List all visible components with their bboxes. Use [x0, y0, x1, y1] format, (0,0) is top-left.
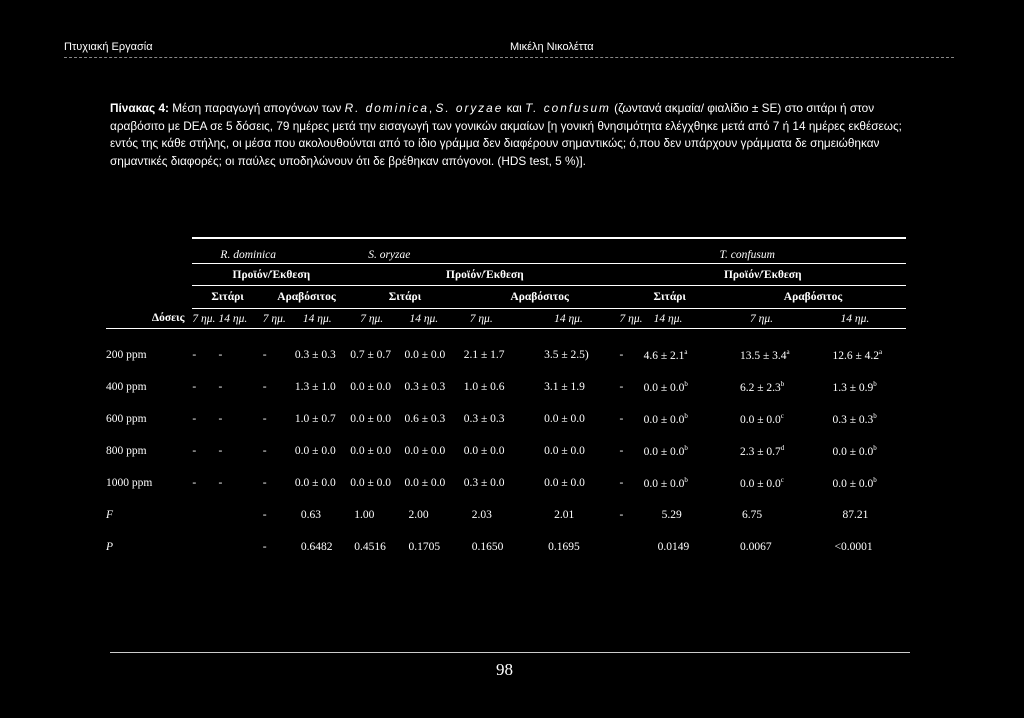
dose-header: Δόσεις [151, 312, 185, 325]
value-cell: 2.3 ± 0.7 [739, 445, 781, 458]
stat-cell: - [262, 541, 267, 553]
caption-and: και [503, 101, 526, 115]
value-cell: 0.0 ± 0.0 [404, 445, 446, 457]
value-cell: 3.5 ± 2.5) [544, 349, 589, 361]
dose-row-800 [106, 435, 906, 467]
significance-letter: d [780, 444, 785, 453]
value-cell-wrap [820, 339, 906, 371]
value-cell: 0.0 ± 0.0 [739, 413, 781, 426]
value-cell: 12.6 ± 4.2 [832, 349, 880, 362]
footer-rule [110, 652, 910, 653]
stat-cell: 5.29 [661, 509, 682, 521]
value-cell: 0.6 ± 0.3 [404, 413, 446, 425]
day-header: 14 ημ. [653, 312, 683, 325]
value-cell: - [262, 477, 267, 489]
value-cell: 3.1 ± 1.9 [544, 381, 585, 393]
day-header: 14 ημ. [218, 312, 248, 325]
day-header: 14 ημ. [840, 312, 870, 325]
stat-cell: 6.75 [741, 509, 763, 521]
significance-letter: c [780, 476, 784, 485]
dose-label: 600 ppm [106, 413, 147, 425]
caption-prefix: Πίνακας 4: [110, 101, 169, 115]
running-header [0, 41, 1024, 61]
value-cell: 0.0 ± 0.0 [832, 445, 874, 458]
product-header: Σιτάρι [653, 291, 686, 303]
day-header: 7 ημ. [360, 312, 384, 325]
value-cell: 0.0 ± 0.0 [544, 477, 585, 489]
group-header: Προϊόν/Έκθεση [723, 268, 802, 281]
value-cell-wrap [720, 371, 821, 403]
significance-letter: b [684, 412, 688, 421]
stat-cell: 0.4516 [354, 541, 386, 553]
header-rule [64, 57, 954, 58]
dose-row-600 [106, 403, 906, 435]
stat-row-f [106, 499, 906, 531]
significance-letter: b [684, 444, 688, 453]
stat-cell: 87.21 [842, 509, 869, 521]
value-cell: 1.0 ± 0.6 [463, 381, 505, 393]
value-cell-wrap [644, 435, 720, 467]
value-cell: 0.0 ± 0.0 [350, 381, 391, 393]
value-cell-wrap [644, 467, 720, 499]
header-center: Μικέλη Νικολέττα [510, 41, 594, 53]
value-cell: - [262, 445, 267, 457]
stat-cell: - [262, 509, 267, 521]
significance-letter: b [873, 444, 877, 453]
day-header: 7 ημ. [469, 312, 493, 325]
stat-cell: 2.00 [408, 509, 429, 521]
value-cell: 0.0 ± 0.0 [294, 477, 336, 489]
significance-letter: b [684, 476, 688, 485]
value-cell: 0.3 ± 0.0 [463, 477, 505, 489]
value-cell: 4.6 ± 2.1 [643, 349, 685, 362]
value-cell: - [192, 445, 197, 457]
product-header: Αραβόσιτος [510, 291, 569, 303]
progeny-table [106, 237, 906, 563]
dose-row-1000 [106, 467, 906, 499]
value-cell: 6.2 ± 2.3 [739, 381, 781, 394]
caption-sep: , [428, 101, 436, 115]
value-cell: 0.0 ± 0.0 [294, 445, 336, 457]
value-cell: 1.0 ± 0.7 [294, 413, 336, 425]
value-cell-wrap [644, 403, 720, 435]
value-cell: 0.3 ± 0.3 [404, 381, 446, 393]
species-row [106, 247, 906, 264]
significance-letter: a [879, 348, 883, 357]
day-header: 14 ημ. [409, 312, 439, 325]
stat-cell: 0.1650 [471, 541, 504, 553]
stat-cell: <0.0001 [834, 541, 873, 553]
value-cell: 0.0 ± 0.0 [404, 349, 446, 361]
significance-letter: b [684, 380, 688, 389]
day-header: 7 ημ. [192, 312, 216, 325]
dose-row-200 [106, 339, 906, 371]
value-cell-wrap [644, 339, 720, 371]
value-cell-wrap [820, 435, 906, 467]
value-cell: - [262, 413, 267, 425]
day-header: 7 ημ. [619, 312, 643, 325]
days-row [106, 309, 906, 329]
stat-label: P [106, 541, 114, 553]
product-row [106, 286, 906, 309]
page-number: 98 [496, 660, 513, 679]
value-cell: - [619, 477, 624, 489]
value-cell: 0.0 ± 0.0 [643, 381, 685, 394]
stat-label: F [106, 509, 114, 521]
significance-letter: b [873, 380, 877, 389]
product-header: Σιτάρι [211, 291, 244, 303]
stat-cell: 0.63 [300, 509, 322, 521]
species-header-s-oryzae: S. oryzae [368, 249, 411, 261]
value-cell: - [218, 477, 223, 489]
value-cell: 0.0 ± 0.0 [643, 413, 685, 426]
day-header: 7 ημ. [749, 312, 773, 325]
stat-cell: 0.1705 [408, 541, 441, 553]
value-cell: 0.0 ± 0.0 [544, 445, 585, 457]
value-cell: 0.0 ± 0.0 [544, 413, 585, 425]
value-cell: - [218, 413, 223, 425]
value-cell: 0.3 ± 0.3 [463, 413, 505, 425]
stat-cell [192, 531, 218, 563]
significance-letter: a [684, 348, 688, 357]
table-caption [110, 100, 910, 170]
value-cell: 0.0 ± 0.0 [350, 477, 391, 489]
product-header: Αραβόσιτος [277, 291, 336, 303]
value-cell: - [192, 413, 197, 425]
dose-row-400 [106, 371, 906, 403]
stat-cell [219, 499, 263, 531]
value-cell: - [619, 413, 624, 425]
value-cell: 0.0 ± 0.0 [643, 477, 685, 490]
value-cell: 0.0 ± 0.0 [832, 477, 874, 490]
dose-label: 200 ppm [106, 349, 147, 361]
dose-label: 400 ppm [106, 381, 147, 393]
value-cell: 0.7 ± 0.7 [350, 349, 391, 361]
value-cell: - [192, 381, 197, 393]
species-name-3: T. confusum [525, 101, 611, 115]
significance-letter: b [873, 476, 877, 485]
species-name-2: S. oryzae [435, 101, 504, 115]
value-cell-wrap [720, 467, 821, 499]
stat-cell: 0.0067 [739, 541, 772, 553]
value-cell: 0.0 ± 0.0 [739, 477, 781, 490]
significance-letter: b [780, 380, 785, 389]
value-cell: - [192, 349, 197, 361]
value-cell: 1.3 ± 1.0 [294, 381, 336, 393]
stat-cell: - [619, 509, 624, 521]
stat-cell: 0.0149 [657, 541, 690, 553]
stat-cell: 0.6482 [300, 541, 333, 553]
significance-letter: a [786, 348, 790, 357]
value-cell: 13.5 ± 3.4 [739, 349, 787, 362]
value-cell: - [619, 445, 624, 457]
dose-label: 800 ppm [106, 445, 147, 457]
stat-cell [620, 531, 644, 563]
value-cell: 0.0 ± 0.0 [350, 445, 391, 457]
stat-cell: 0.1695 [548, 541, 580, 553]
header-left: Πτυχιακή Εργασία [64, 41, 153, 53]
product-header: Αραβόσιτος [783, 291, 843, 303]
group-row [106, 264, 906, 286]
value-cell: 0.3 ± 0.3 [294, 349, 336, 361]
species-header-t-confusum: T. confusum [719, 249, 775, 261]
stat-cell [219, 531, 263, 563]
stat-cell: 2.01 [554, 509, 575, 521]
value-cell-wrap [720, 435, 821, 467]
value-cell: 0.0 ± 0.0 [350, 413, 391, 425]
group-header: Προϊόν/Έκθεση [446, 268, 524, 281]
value-cell-wrap [820, 467, 906, 499]
species-name-1: R. dominica [344, 101, 429, 115]
value-cell: - [619, 381, 624, 393]
value-cell: - [218, 445, 223, 457]
value-cell: 0.0 ± 0.0 [463, 445, 505, 457]
caption-text-1: Μέση παραγωγή απογόνων των [168, 101, 345, 115]
dose-label: 1000 ppm [106, 477, 153, 489]
species-header-r-dominica: R. dominica [220, 249, 276, 261]
value-cell: - [619, 349, 624, 361]
stat-cell [192, 499, 218, 531]
value-cell-wrap [720, 403, 821, 435]
stat-cell: 2.03 [471, 509, 492, 521]
caption-text-2: (ζωντανά ακμαία/ φιαλίδιο ± SE) στο σιτάρι ή στον αραβόσιτο με DEA σε 5 δόσεις, 79 ημέρες μετά την εισαγωγή των γονικών ακμαίων [η γονική θνησιμότητα ελέγχθηκε μετά από 7 ή 14 ημέρες εκθέσεως; εντός της κάθε στήλης, οι μέσα που ακολουθούνται από το ίδιο γράμμα δεν διαφέρουν σημαντικώς; ό,που δεν υπάρχουν γράμματα δε σημειώθηκαν σημαντικές διαφορές; οι παύλες υποδηλώνουν ότι δε βρέθηκαν απόγονοι. (HDS test, 5 %)]. [110, 101, 902, 168]
value-cell: 0.3 ± 0.3 [832, 413, 874, 426]
value-cell-wrap [644, 371, 720, 403]
value-cell-wrap [820, 371, 906, 403]
day-header: 14 ημ. [302, 312, 332, 325]
value-cell-wrap [720, 339, 821, 371]
group-header: Προϊόν/Έκθεση [232, 268, 311, 281]
value-cell: - [192, 477, 197, 489]
value-cell: 0.0 ± 0.0 [404, 477, 446, 489]
value-cell: 2.1 ± 1.7 [463, 349, 505, 361]
value-cell: 0.0 ± 0.0 [643, 445, 685, 458]
significance-letter: c [780, 412, 784, 421]
significance-letter: b [873, 412, 877, 421]
value-cell: - [262, 349, 267, 361]
stat-cell: 1.00 [354, 509, 375, 521]
value-cell: - [218, 349, 223, 361]
stat-row-p [106, 531, 906, 563]
value-cell: - [218, 381, 223, 393]
value-cell: - [262, 381, 267, 393]
day-header: 14 ημ. [554, 312, 583, 325]
value-cell: 1.3 ± 0.9 [832, 381, 874, 394]
value-cell-wrap [820, 403, 906, 435]
product-header: Σιτάρι [388, 291, 422, 303]
day-header: 7 ημ. [262, 312, 286, 325]
